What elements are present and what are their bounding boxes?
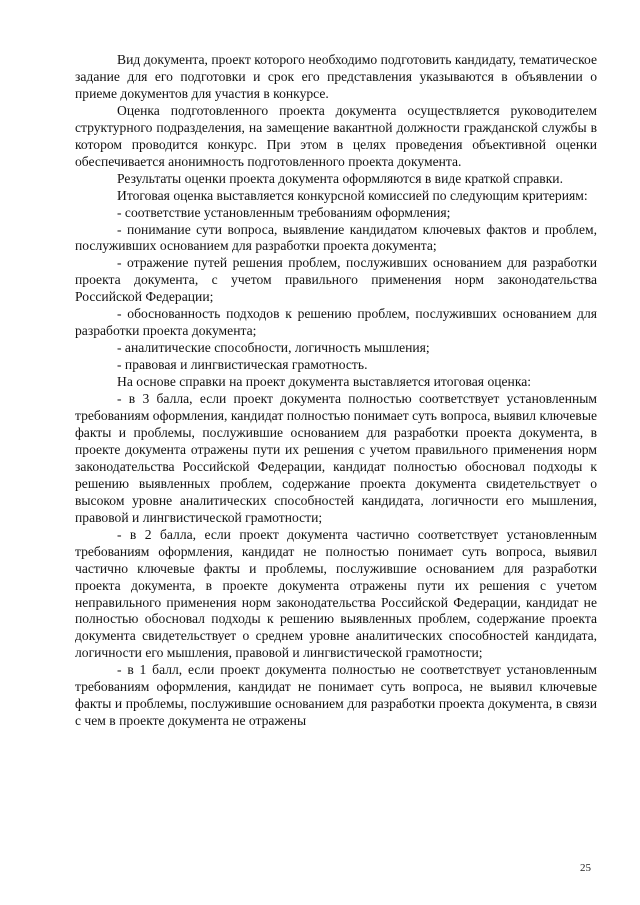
paragraph: Вид документа, проект которого необходимо подготовить кандидату, тематическое задание для его подготовки и срок его представления указываются в объявлении о приеме документов для участия в конкурсе. xyxy=(75,52,597,101)
paragraph: - правовая и лингвистическая грамотность. xyxy=(117,357,368,373)
paragraph: - обоснованность подходов к решению проблем, послуживших основанием для разработки проекта документа; xyxy=(75,306,597,339)
paragraph: Оценка подготовленного проекта документа осуществляется руководителем структурного подразделения, на замещение вакантной должности гражданской службы в котором проводится конкурс. При этом в целях проведения объективной оценки обеспечивается анонимность подготовленного проекта документа. xyxy=(75,102,597,169)
paragraph: - в 2 балла, если проект документа частично соответствует установленным требованиям оформления, кандидат не полностью понимает суть вопроса, выявил частично ключевые факты и проблемы, послужившие основанием для разработки проекта документа, в проекте документа отражены пути их решения с учетом неправильного применения норм законодательства Российской Федерации, кандидат не полностью обосновал подходы к решению выявленных проблем, содержание проекта документа свидетельствует о среднем уровне аналитических способностей кандидата, логичности его мышления, правовой и лингвистической грамотности; xyxy=(75,526,597,661)
paragraph: - отражение путей решения проблем, послуживших основанием для разработки проекта документа, с учетом правильного применения норм законодательства Российской Федерации; xyxy=(75,255,597,305)
paragraph: Результаты оценки проекта документа оформляются в виде краткой справки. xyxy=(117,170,563,186)
paragraph: - понимание сути вопроса, выявление кандидатом ключевых фактов и проблем, послуживших основанием для разработки проекта документа; xyxy=(75,221,597,254)
paragraph: Итоговая оценка выставляется конкурсной комиссией по следующим критериям: xyxy=(117,187,588,203)
paragraph: - в 1 балл, если проект документа полностью не соответствует установленным требованиям оформления, кандидат не понимает суть вопроса, не выявил ключевые факты и проблемы, послужившие основанием для разработки проекта документа, в связи с чем в проекте документа не отражены xyxy=(75,662,597,729)
paragraph: - в 3 балла, если проект документа полностью соответствует установленным требованиям оформления, кандидат полностью понимает суть вопроса, выявил ключевые факты и проблемы, послужившие основанием для разработки проекта документа, в проекте документа отражены пути их решения с учетом правильного применения норм законодательства Российской Федерации, кандидат полностью обосновал подходы к решению выявленных проблем, содержание проекта документа свидетельствует о высоком уровне аналитических способностей кандидата, логичности его мышления, правовой и лингвистической грамотности; xyxy=(75,391,597,525)
paragraph: - аналитические способности, логичность мышления; xyxy=(117,340,430,356)
document-body xyxy=(75,52,597,730)
paragraph: На основе справки на проект документа выставляется итоговая оценка: xyxy=(117,374,532,390)
paragraph: - соответствие установленным требованиям оформления; xyxy=(117,204,451,220)
page-number: 25 xyxy=(580,862,591,874)
